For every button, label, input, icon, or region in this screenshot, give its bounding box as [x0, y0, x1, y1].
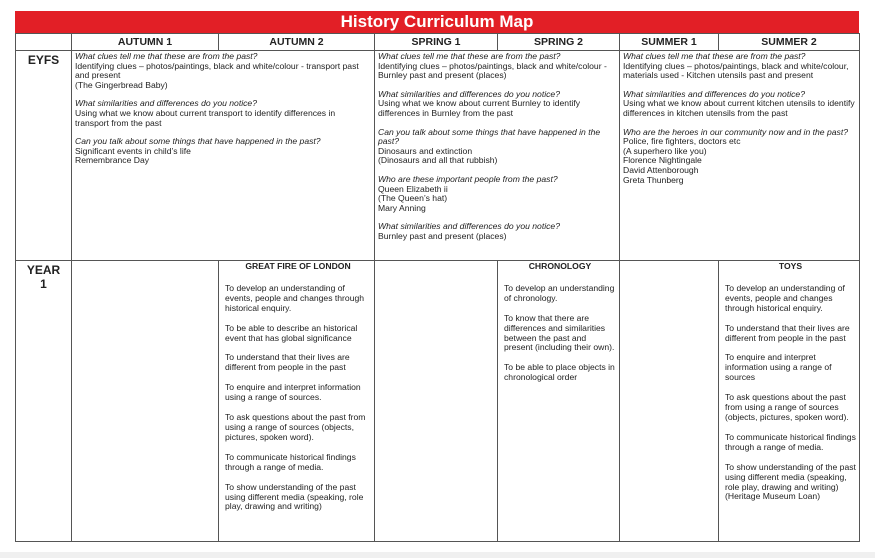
- year1-autumn1-cell: [72, 261, 219, 542]
- curriculum-table: [15, 33, 860, 542]
- objective-item: To ask questions about the past from using a range of sources (objects, pictures, spoken word).: [725, 392, 849, 422]
- prompt-line: (A superhero like you): [623, 145, 707, 156]
- prompt-question: What similarities and differences do you notice?: [623, 88, 805, 99]
- objective-item: To develop an understanding of chronology.: [504, 282, 615, 303]
- prompt-block: [378, 90, 616, 119]
- prompt-question: What similarities and differences do you notice?: [378, 88, 560, 99]
- objective-item: To show understanding of the past using different media (speaking, role play, drawing and writing): [225, 481, 364, 512]
- prompt-line: (The Gingerbread Baby): [75, 79, 168, 90]
- prompt-line: Using what we know about current kitchen utensils to identify differences in kitchen utensils from the past: [623, 98, 855, 118]
- prompt-line: Identifying clues – photos/paintings, black and white/colour, materials used - Kitchen utensils past and present: [623, 60, 849, 81]
- prompt-line: Greta Thunberg: [623, 174, 684, 185]
- prompt-block: [75, 52, 371, 90]
- objective-item: To be able to describe an historical event that has global significance: [225, 322, 358, 343]
- prompt-line: Using what we know about current Burnley to identify differences in Burnley from the past: [378, 98, 581, 118]
- header-autumn-1: AUTUMN 1: [72, 34, 219, 51]
- prompt-line: (The Queen’s hat): [378, 193, 448, 204]
- prompt-question: What clues tell me that these are from the past?: [623, 51, 806, 61]
- prompt-question: Who are these important people from the past?: [378, 173, 558, 184]
- prompt-line: Remembrance Day: [75, 155, 150, 166]
- year1-spring1-cell: [375, 261, 498, 542]
- row-label-year1-text: YEAR 1: [26, 263, 61, 291]
- objective-item: To communicate historical findings through a range of media.: [725, 431, 856, 452]
- prompt-line: Using what we know about current transport to identify differences in transport from the past: [75, 107, 336, 128]
- header-spring-1: SPRING 1: [375, 34, 498, 51]
- prompt-line: Dinosaurs and extinction: [378, 145, 473, 156]
- year1-spring2-cell: [498, 261, 620, 542]
- page-title: History Curriculum Map: [15, 11, 859, 33]
- header-spring-2: SPRING 2: [498, 34, 620, 51]
- eyfs-row: [16, 51, 860, 261]
- prompt-question: Can you talk about some things that have happened in the past?: [378, 126, 601, 147]
- row-label-eyfs: EYFS: [16, 51, 72, 261]
- prompt-question: What similarities and differences do you notice?: [378, 221, 560, 232]
- prompt-line: Identifying clues – photos/paintings, black and white/colour - Burnley past and present (places): [378, 60, 607, 81]
- header-summer-1: SUMMER 1: [620, 34, 719, 51]
- prompt-line: Significant events in child’s life: [75, 145, 191, 156]
- header-autumn-2: AUTUMN 2: [219, 34, 375, 51]
- prompt-question: Can you talk about some things that have happened in the past?: [75, 136, 321, 147]
- objective-item: To know that there are differences and similarities between the past and present (including their own).: [504, 312, 615, 353]
- objective-item: To ask questions about the past from using a range of sources (objects, pictures, spoken word).: [225, 412, 366, 442]
- year1-summer2-cell: [719, 261, 860, 542]
- objective-item: To enquire and interpret information using a range of sources.: [225, 382, 361, 403]
- eyfs-spring-cell: [375, 51, 620, 261]
- objective-item: To be able to place objects in chronological order: [504, 362, 615, 383]
- prompt-question: What clues tell me that these are from the past?: [378, 51, 561, 61]
- prompt-line: Florence Nightingale: [623, 155, 702, 166]
- objective-item: (Heritage Museum Loan): [725, 491, 821, 502]
- prompt-line: Queen Elizabeth ii: [378, 183, 448, 194]
- prompt-block: [378, 128, 616, 166]
- prompt-question: Who are the heroes in our community now and in the past?: [623, 126, 848, 137]
- year1-row: [16, 261, 860, 542]
- eyfs-summer-cell: [620, 51, 860, 261]
- objective-item: To show understanding of the past using different media (speaking, role play, drawing and writing): [725, 461, 856, 492]
- objective-item: To develop an understanding of events, people and changes through historical enquiry.: [725, 282, 845, 313]
- prompt-block: [378, 222, 616, 241]
- year1-summer1-cell: [620, 261, 719, 542]
- prompt-question: What clues tell me that these are from the past?: [75, 51, 258, 61]
- row-label-year1: [16, 261, 72, 542]
- prompt-line: David Attenborough: [623, 164, 699, 175]
- objective-item: To develop an understanding of events, people and changes through historical enquiry.: [225, 282, 365, 313]
- prompt-block: [378, 52, 616, 81]
- prompt-block: [378, 175, 616, 213]
- prompt-line: Mary Anning: [378, 202, 426, 213]
- prompt-block: [75, 137, 371, 166]
- objective-item: To understand that their lives are different from people in the past: [725, 322, 850, 343]
- eyfs-autumn-cell: [72, 51, 375, 261]
- prompt-line: Police, fire fighters, doctors etc: [623, 136, 741, 147]
- header-summer-2: SUMMER 2: [719, 34, 860, 51]
- prompt-block: [623, 90, 856, 119]
- topic-title: GREAT FIRE OF LONDON: [245, 261, 351, 271]
- objective-item: To understand that their lives are different from people in the past: [225, 352, 350, 373]
- prompt-line: (Dinosaurs and all that rubbish): [378, 155, 498, 166]
- prompt-question: What similarities and differences do you notice?: [75, 98, 257, 109]
- corner-cell: [16, 34, 72, 51]
- objective-item: To communicate historical findings through a range of media.: [225, 451, 356, 472]
- prompt-block: [623, 128, 856, 186]
- objective-item: To enquire and interpret information using a range of sources: [725, 352, 832, 383]
- page-bottom-edge: [0, 552, 875, 558]
- topic-title: TOYS: [778, 261, 803, 271]
- prompt-line: Burnley past and present (places): [378, 230, 507, 241]
- prompt-block: [623, 52, 856, 81]
- topic-title: CHRONOLOGY: [528, 261, 592, 271]
- header-row: [16, 34, 860, 51]
- prompt-block: [75, 99, 371, 128]
- prompt-line: Identifying clues – photos/paintings, black and white/colour - transport past and present: [75, 60, 359, 81]
- year1-autumn2-cell: [219, 261, 375, 542]
